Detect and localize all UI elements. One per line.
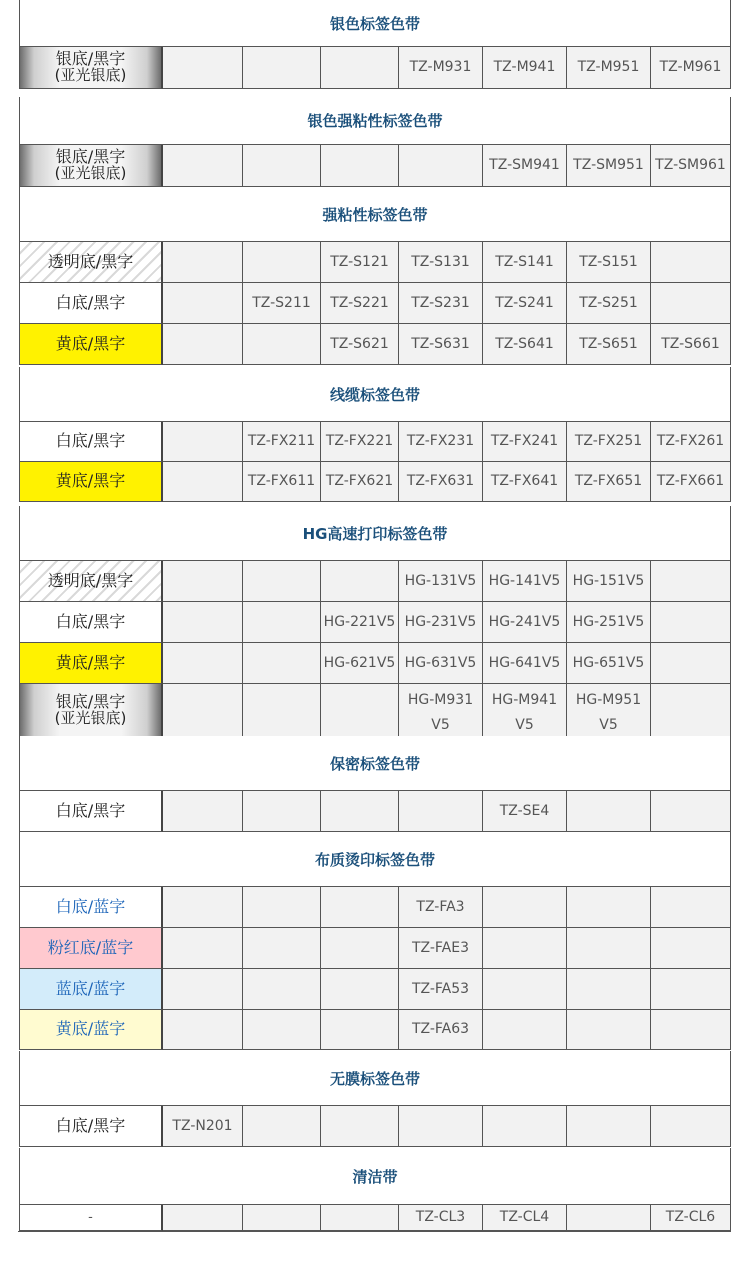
empty-cell [163,887,243,928]
empty-cell [243,887,321,928]
tape-color-label [19,1205,163,1231]
tape-color-name: 透明底/黑字 [47,251,134,271]
model-number-cell: TZ-S151 [567,242,651,283]
model-number-cell: TZ-CL6 [651,1205,731,1231]
model-number-cell: TZ-FX221 [321,422,399,462]
model-number-cell: TZ-FA3 [399,887,483,928]
empty-cell [163,422,243,462]
model-number-cell: TZ-FX651 [567,462,651,502]
tape-color-name: 白底/黑字 [55,1115,126,1135]
tape-color-name: 透明底/黑字 [47,570,134,590]
model-number-cell: TZ-SM941 [483,145,567,187]
empty-cell [651,969,731,1010]
empty-cell [321,561,399,602]
tape-color-subtitle: (亚光银底) [54,66,127,85]
empty-cell [163,1205,243,1231]
empty-cell [567,791,651,832]
empty-cell [163,928,243,969]
empty-cell [321,791,399,832]
model-number-cell: HG-151V5 [567,561,651,602]
model-number-cell: TZ-S641 [483,324,567,365]
empty-cell [651,928,731,969]
section-title: 线缆标签色带 [19,367,731,422]
empty-cell [483,969,567,1010]
model-number-cell: TZ-S651 [567,324,651,365]
empty-cell [163,47,243,89]
empty-cell [243,324,321,365]
model-number-cell: TZ-FX621 [321,462,399,502]
empty-cell [651,602,731,643]
model-number-cell: HG-131V5 [399,561,483,602]
tape-color-label [19,791,163,832]
empty-cell [567,969,651,1010]
model-number-cell: TZ-CL3 [399,1205,483,1231]
empty-cell [163,283,243,324]
empty-cell [163,1010,243,1050]
tape-color-name: 白底/黑字 [55,431,126,451]
model-number-cell: TZ-FX211 [243,422,321,462]
model-number-cell: HG-251V5 [567,602,651,643]
tape-color-label [19,1010,163,1050]
empty-cell [243,684,321,737]
tape-color-name: 白底/黑字 [55,611,126,631]
section-title: 强粘性标签色带 [19,187,731,242]
empty-cell [163,969,243,1010]
tape-color-name: 银底/黑字 [55,147,126,167]
model-number-cell: TZ-S251 [567,283,651,324]
tape-color-label [19,928,163,969]
model-number-cell: TZ-CL4 [483,1205,567,1231]
empty-cell [243,969,321,1010]
model-number-cell: HG-651V5 [567,643,651,684]
empty-cell [163,242,243,283]
model-number-cell: TZ-FX631 [399,462,483,502]
empty-cell [163,462,243,502]
tape-color-label [19,561,163,602]
model-number-cell: TZ-S241 [483,283,567,324]
empty-cell [483,1106,567,1147]
empty-cell [163,561,243,602]
model-number-cell: HG-241V5 [483,602,567,643]
model-number-cell: TZ-M931 [399,47,483,89]
tape-color-label [19,643,163,684]
model-number-cell: TZ-M941 [483,47,567,89]
empty-cell [399,145,483,187]
model-number-cell: TZ-FX241 [483,422,567,462]
model-number-cell: TZ-FX231 [399,422,483,462]
tape-color-label [19,47,163,89]
section-title: 保密标签色带 [19,736,731,791]
tape-color-label [19,422,163,462]
empty-cell [243,928,321,969]
model-number-cell: HG-M951V5 [567,684,651,737]
model-number-cell: TZ-S221 [321,283,399,324]
empty-cell [243,1010,321,1050]
tape-color-name: 黄底/黑字 [55,652,126,672]
tape-color-label [19,969,163,1010]
tape-color-label [19,684,163,737]
empty-cell [651,791,731,832]
empty-cell [399,791,483,832]
empty-cell [321,928,399,969]
empty-cell [651,561,731,602]
tape-color-name: 粉红底/蓝字 [47,937,134,957]
model-number-cell: HG-621V5 [321,643,399,684]
model-number-cell: TZ-FX261 [651,422,731,462]
tape-color-name: 银底/黑字 [55,49,126,69]
empty-cell [651,1106,731,1147]
empty-cell [651,887,731,928]
table-bottom-border [18,1231,731,1232]
empty-cell [243,602,321,643]
tape-color-label [19,602,163,643]
model-number-cell: HG-141V5 [483,561,567,602]
model-number-cell: TZ-S141 [483,242,567,283]
tape-color-label [19,283,163,324]
tape-color-name: 黄底/黑字 [55,333,126,353]
model-number-cell: TZ-S631 [399,324,483,365]
empty-cell [321,1010,399,1050]
model-number-cell: TZ-M961 [651,47,731,89]
empty-cell [243,561,321,602]
empty-cell [567,928,651,969]
tape-color-label [19,887,163,928]
model-number-cell: TZ-SM961 [651,145,731,187]
model-number-cell: HG-221V5 [321,602,399,643]
section-title: 银色强粘性标签色带 [19,97,731,145]
empty-cell [163,602,243,643]
tape-color-label [19,324,163,365]
tape-color-label [19,462,163,502]
empty-cell [321,145,399,187]
empty-cell [243,145,321,187]
empty-cell [483,1010,567,1050]
empty-cell [243,1205,321,1231]
model-number-cell: TZ-N201 [163,1106,243,1147]
tape-color-name: 黄底/蓝字 [55,1019,126,1039]
section-title: 无膜标签色带 [19,1051,731,1106]
section-title: HG高速打印标签色带 [19,506,731,561]
model-number-cell: HG-231V5 [399,602,483,643]
model-number-cell: TZ-FX251 [567,422,651,462]
empty-cell [567,887,651,928]
model-number-cell: TZ-FA53 [399,969,483,1010]
empty-cell [567,1106,651,1147]
model-number-cell: TZ-S211 [243,283,321,324]
empty-cell [567,1205,651,1231]
tape-color-name: 白底/黑字 [55,292,126,312]
tape-color-name: 蓝底/蓝字 [55,978,126,998]
empty-cell [243,791,321,832]
empty-cell [567,1010,651,1050]
empty-cell [321,887,399,928]
empty-cell [243,47,321,89]
model-number-cell: TZ-S661 [651,324,731,365]
model-number-cell: TZ-FX661 [651,462,731,502]
empty-cell [483,887,567,928]
empty-cell [321,969,399,1010]
section-title: 清洁带 [19,1148,731,1205]
model-number-cell: TZ-S231 [399,283,483,324]
model-number-cell: TZ-FA63 [399,1010,483,1050]
empty-cell [163,324,243,365]
tape-color-subtitle: (亚光银底) [54,708,127,727]
section-title: 布质烫印标签色带 [19,832,731,887]
model-number-cell: TZ-SM951 [567,145,651,187]
empty-cell [243,242,321,283]
tape-color-label [19,145,163,187]
model-number-cell: HG-641V5 [483,643,567,684]
model-number-cell: TZ-S621 [321,324,399,365]
empty-cell [163,791,243,832]
empty-cell [243,643,321,684]
tape-color-label [19,1106,163,1147]
tape-color-name: - [88,1209,93,1225]
empty-cell [321,1106,399,1147]
empty-cell [651,1010,731,1050]
model-number-cell: TZ-S131 [399,242,483,283]
tape-color-name: 黄底/黑字 [55,471,126,491]
model-number-cell: TZ-FX641 [483,462,567,502]
empty-cell [651,643,731,684]
empty-cell [321,684,399,737]
empty-cell [399,1106,483,1147]
empty-cell [651,684,731,737]
empty-cell [321,1205,399,1231]
empty-cell [651,283,731,324]
empty-cell [163,643,243,684]
model-number-cell: HG-M941V5 [483,684,567,737]
tape-color-name: 白底/蓝字 [55,896,126,916]
empty-cell [483,928,567,969]
empty-cell [163,684,243,737]
model-number-cell: TZ-FX611 [243,462,321,502]
model-number-cell: TZ-M951 [567,47,651,89]
model-number-cell: TZ-S121 [321,242,399,283]
empty-cell [243,1106,321,1147]
empty-cell [163,145,243,187]
model-number-cell: TZ-FAE3 [399,928,483,969]
tape-color-label [19,242,163,283]
model-number-cell: TZ-SE4 [483,791,567,832]
empty-cell [321,47,399,89]
model-number-cell: HG-631V5 [399,643,483,684]
empty-cell [651,242,731,283]
section-title: 银色标签色带 [19,0,731,47]
tape-color-name: 银底/黑字 [55,691,126,711]
tape-color-name: 白底/黑字 [55,800,126,820]
tape-color-subtitle: (亚光银底) [54,164,127,183]
model-number-cell: HG-M931V5 [399,684,483,737]
